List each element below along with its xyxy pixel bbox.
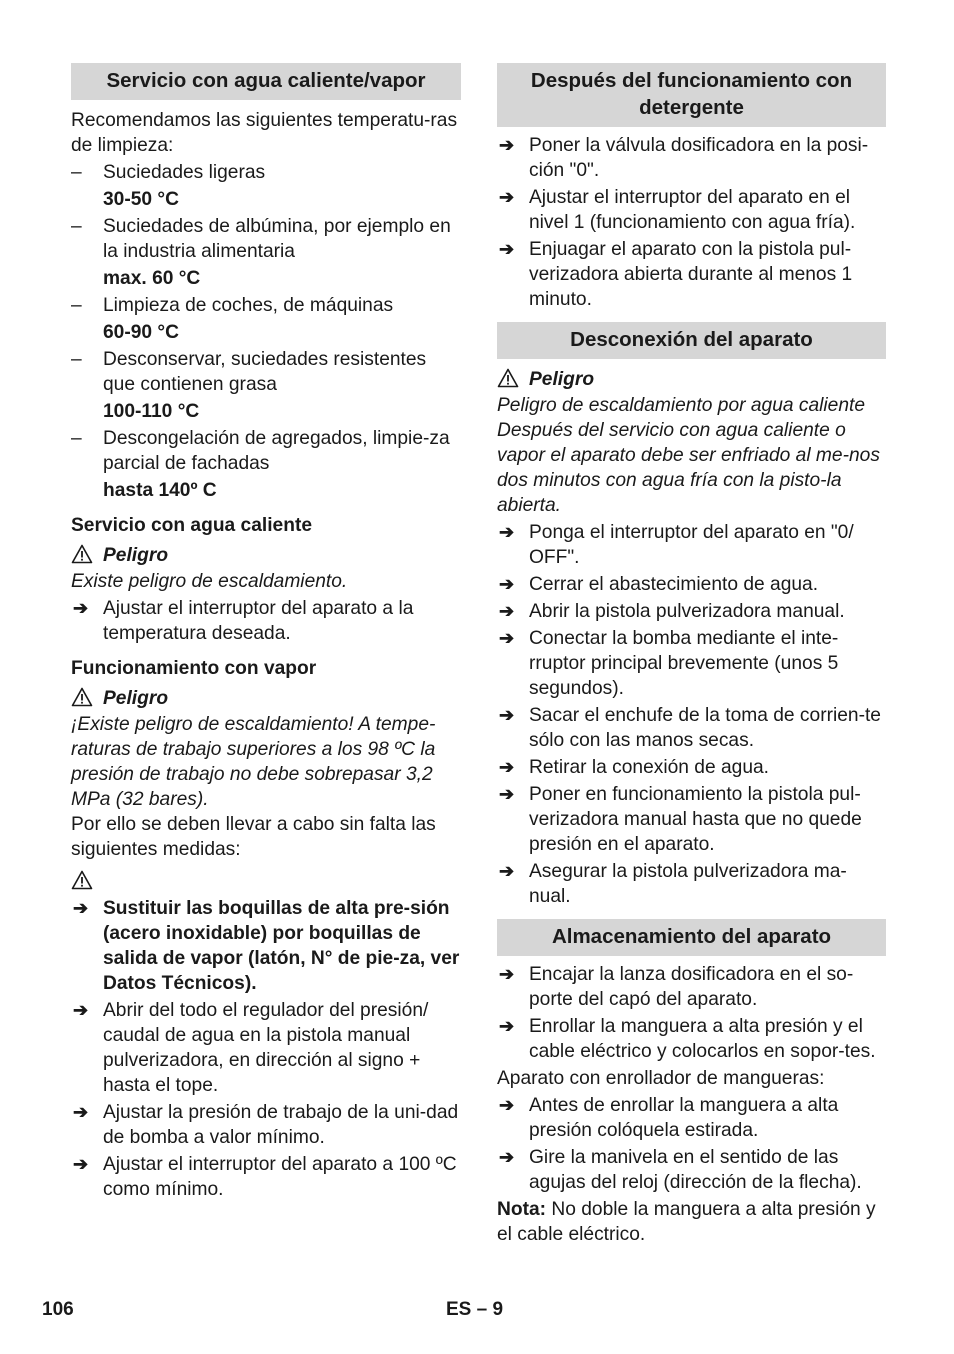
instruction-step	[71, 1100, 461, 1150]
instruction-step	[71, 1152, 461, 1202]
instruction-step	[497, 237, 886, 312]
storage-steps-list	[497, 962, 886, 1064]
danger-notice	[71, 543, 461, 569]
list-item-text: Desconservar, suciedades resistentes que contienen grasa	[103, 349, 427, 395]
instruction-step-text: Ajustar la presión de trabajo de la uni-dad de bomba a valor mínimo.	[103, 1102, 459, 1148]
instruction-step	[497, 755, 886, 780]
instruction-step	[497, 962, 886, 1012]
list-item	[71, 293, 461, 318]
temperature-value: 60-90 °C	[103, 322, 179, 343]
warning-triangle-icon	[71, 544, 93, 564]
danger-word: Peligro	[103, 545, 169, 566]
instruction-step	[497, 185, 886, 235]
instruction-step-text: Ponga el interruptor del aparato en "0/ OFF".	[529, 522, 854, 568]
instruction-step-text: Ajustar el interruptor del aparato a 100 ºC como mínimo.	[103, 1154, 457, 1200]
instruction-step	[497, 520, 886, 570]
list-item	[71, 347, 461, 397]
shutdown-steps-list	[497, 520, 886, 909]
subheading-hot-water: Servicio con agua caliente	[71, 515, 313, 536]
page-number: 106	[42, 1299, 74, 1320]
instruction-step-text: Poner la válvula dosificadora en la posi-ción "0".	[529, 135, 869, 181]
temperature-value: 30-50 °C	[103, 189, 179, 210]
arrow-right-icon: ➔	[499, 239, 515, 259]
section-heading-after-detergent: Después del funcionamiento con detergente	[497, 63, 886, 127]
danger-text: ¡Existe peligro de escaldamiento! A tempe-raturas de trabajo superiores a los 98 ºC la presión de trabajo no debe sobrepasar 3,2 MPa (32 bares).	[71, 714, 436, 810]
instruction-step	[497, 626, 886, 701]
instruction-step-text: Abrir la pistola pulverizadora manual.	[529, 601, 845, 622]
instruction-step	[71, 896, 461, 996]
arrow-right-icon: ➔	[499, 861, 515, 881]
danger-text: Peligro de escaldamiento por agua caliente Después del servicio con agua caliente o vapor el aparato debe ser enfriado al me-nos dos minutos con agua fría con la pisto-la abierta.	[497, 395, 880, 516]
list-item-text: Limpieza de coches, de máquinas	[103, 295, 394, 316]
temperature-value: 100-110 °C	[103, 401, 200, 422]
arrow-right-icon: ➔	[499, 964, 515, 984]
danger-notice	[71, 686, 461, 712]
instruction-step-text: Cerrar el abastecimiento de agua.	[529, 574, 819, 595]
arrow-right-icon: ➔	[499, 574, 515, 594]
dash-bullet: –	[71, 349, 82, 370]
dash-bullet: –	[71, 428, 82, 449]
note-label: Nota:	[497, 1199, 547, 1220]
instruction-step-text: Poner en funcionamiento la pistola pul-verizadora manual hasta que no quede presión en el aparato.	[529, 784, 862, 855]
steam-steps-list	[71, 896, 461, 1202]
arrow-right-icon: ➔	[73, 1102, 89, 1122]
arrow-right-icon: ➔	[499, 135, 515, 155]
instruction-step-text: Retirar la conexión de agua.	[529, 757, 769, 778]
note-text: No doble la manguera a alta presión y el cable eléctrico.	[497, 1199, 876, 1245]
arrow-right-icon: ➔	[499, 784, 515, 804]
arrow-right-icon: ➔	[73, 1000, 89, 1020]
right-column	[497, 63, 886, 1247]
arrow-right-icon: ➔	[73, 898, 89, 918]
warning-symbol	[71, 866, 461, 894]
warning-triangle-icon	[497, 368, 519, 388]
instruction-step	[497, 1093, 886, 1143]
warning-triangle-icon	[71, 870, 93, 890]
instruction-step-text: Asegurar la pistola pulverizadora ma-nual.	[529, 861, 847, 907]
list-item	[71, 426, 461, 476]
instruction-step-text: Antes de enrollar la manguera a alta presión colóquela estirada.	[529, 1095, 839, 1141]
warning-triangle-icon	[71, 687, 93, 707]
list-item-text: Descongelación de agregados, limpie-za parcial de fachadas	[103, 428, 450, 474]
arrow-right-icon: ➔	[73, 598, 89, 618]
instruction-step	[497, 782, 886, 857]
instruction-step-text: Gire la manivela en el sentido de las agujas del reloj (dirección de la flecha).	[529, 1147, 862, 1193]
temperature-value: max. 60 °C	[103, 268, 201, 289]
instruction-step	[497, 703, 886, 753]
section-heading-hot-water-steam: Servicio con agua caliente/vapor	[71, 63, 461, 100]
instruction-step	[497, 1145, 886, 1195]
instruction-step	[497, 133, 886, 183]
arrow-right-icon: ➔	[499, 522, 515, 542]
body-paragraph: Por ello se deben llevar a cabo sin falta las siguientes medidas:	[71, 814, 436, 860]
temperature-value: hasta 140º C	[103, 480, 217, 501]
body-paragraph: Aparato con enrollador de mangueras:	[497, 1068, 825, 1089]
section-heading-shutdown: Desconexión del aparato	[497, 322, 886, 359]
section-heading-storage: Almacenamiento del aparato	[497, 919, 886, 956]
instruction-step-text: Enrollar la manguera a alta presión y el cable eléctrico y colocarlos en sopor-tes.	[529, 1016, 876, 1062]
instruction-step-text: Ajustar el interruptor del aparato en el nivel 1 (funcionamiento con agua fría).	[529, 187, 856, 233]
list-item	[71, 214, 461, 264]
instruction-step-text: Sacar el enchufe de la toma de corrien-te sólo con las manos secas.	[529, 705, 881, 751]
instruction-step-text: Enjuagar el aparato con la pistola pul-verizadora abierta durante al menos 1 minuto.	[529, 239, 853, 310]
subheading-steam: Funcionamiento con vapor	[71, 658, 317, 679]
danger-word: Peligro	[529, 369, 595, 390]
instruction-step	[497, 1014, 886, 1064]
arrow-right-icon: ➔	[499, 187, 515, 207]
arrow-right-icon: ➔	[499, 757, 515, 777]
arrow-right-icon: ➔	[499, 1016, 515, 1036]
danger-notice	[497, 367, 886, 393]
instruction-step-text: Abrir del todo el regulador del presión/ caudal de agua en la pistola manual pulverizadora, en dirección al signo + hasta el tope.	[103, 1000, 429, 1096]
language-page-label: ES – 9	[446, 1299, 504, 1320]
arrow-right-icon: ➔	[73, 1154, 89, 1174]
instruction-step-text: Sustituir las boquillas de alta pre-sión (acero inoxidable) por boquillas de salida de vapor (latón, N° de pie-za, ver Datos Técnicos).	[103, 898, 460, 994]
arrow-right-icon: ➔	[499, 1095, 515, 1115]
temperature-list	[71, 160, 461, 503]
dash-bullet: –	[71, 162, 82, 183]
left-column	[71, 63, 461, 1202]
dash-bullet: –	[71, 295, 82, 316]
list-item-text: Suciedades de albúmina, por ejemplo en la industria alimentaria	[103, 216, 451, 262]
arrow-right-icon: ➔	[499, 705, 515, 725]
arrow-right-icon: ➔	[499, 628, 515, 648]
instruction-step	[71, 998, 461, 1098]
arrow-right-icon: ➔	[499, 601, 515, 621]
instruction-step	[497, 599, 886, 624]
intro-text: Recomendamos las siguientes temperatu-ras de limpieza:	[71, 110, 458, 156]
instruction-step-text: Encajar la lanza dosificadora en el so-porte del capó del aparato.	[529, 964, 854, 1010]
danger-word: Peligro	[103, 688, 169, 709]
note-paragraph	[497, 1197, 886, 1247]
detergent-steps-list	[497, 133, 886, 312]
instruction-step	[497, 572, 886, 597]
hose-reel-steps-list	[497, 1093, 886, 1195]
list-item-text: Suciedades ligeras	[103, 162, 266, 183]
instruction-step	[497, 859, 886, 909]
instruction-step: ➔ Ajustar el interruptor del aparato a la temperatura deseada.	[73, 598, 414, 644]
instruction-step-text: Conectar la bomba mediante el inte-rruptor principal brevemente (unos 5 segundos).	[529, 628, 839, 699]
dash-bullet: –	[71, 216, 82, 237]
danger-text: Existe peligro de escaldamiento.	[71, 571, 348, 592]
arrow-right-icon: ➔	[499, 1147, 515, 1167]
list-item	[71, 160, 461, 185]
